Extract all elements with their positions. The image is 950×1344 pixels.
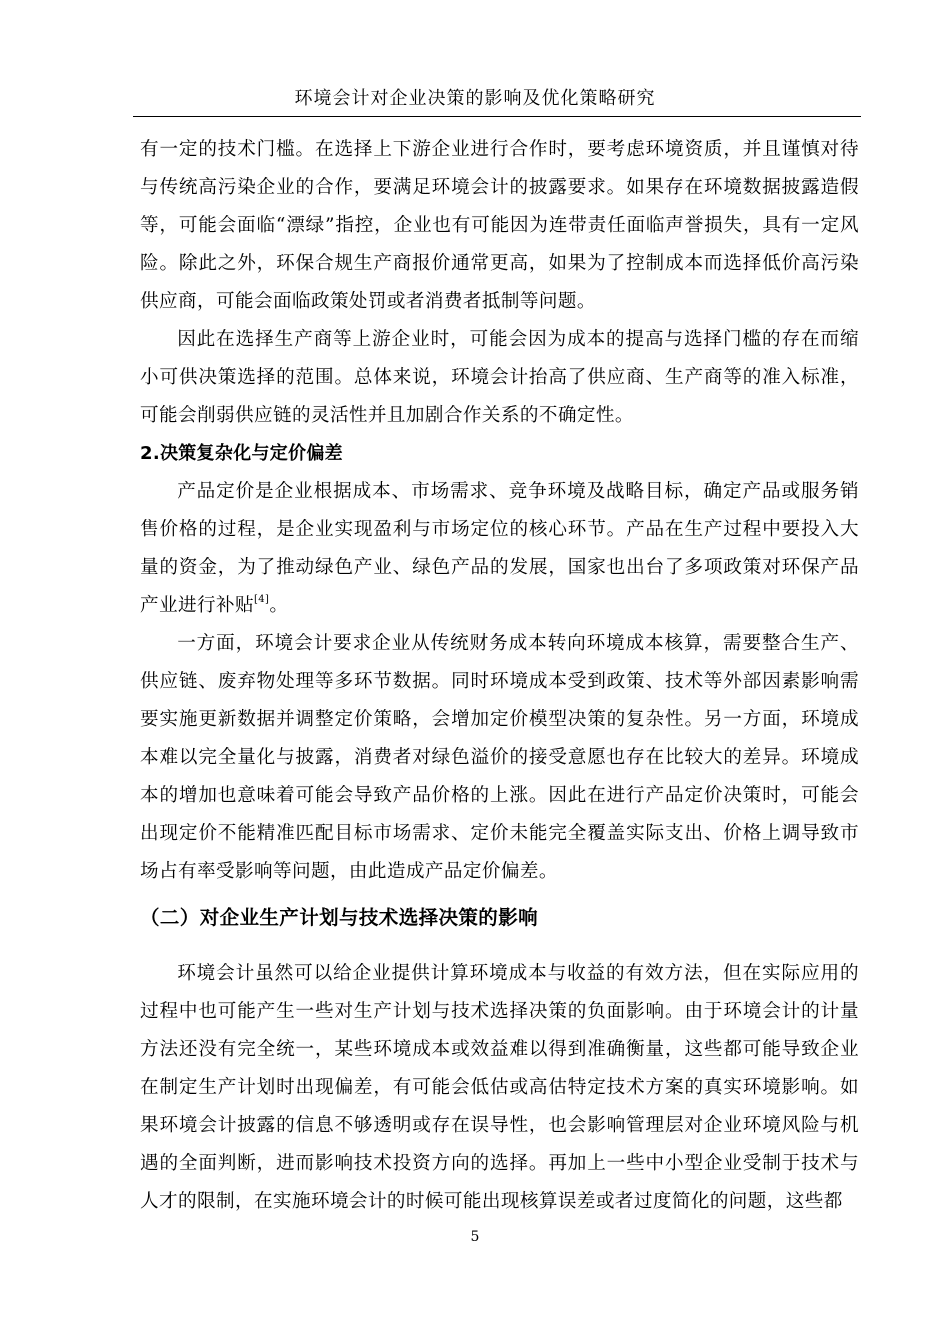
paragraph-pricing-end: 。: [269, 595, 289, 616]
paragraph-pricing-text: 产品定价是企业根据成本、市场需求、竞争环境及战略目标，确定产品或服务销售价格的过程，是企业实现盈利与市场定位的核心环节。产品在生产过程中要投入大量的资金，为了推动绿色产业、绿色产品的发展，国家也出台了多项政策对环保产品产业进行补贴: [140, 481, 859, 616]
header-rule: [133, 116, 861, 117]
paragraph-continuation: 有一定的技术门槛。在选择上下游企业进行合作时，要考虑环境资质，并且谨慎对待与传统高污染企业的合作，要满足环境会计的披露要求。如果存在环境数据披露造假等，可能会面临“漂绿”指控，企业也有可能因为连带责任面临声誉损失，具有一定风险。除此之外，环保合规生产商报价通常更高，如果为了控制成本而选择低价高污染供应商，可能会面临政策处罚或者消费者抵制等问题。: [140, 139, 859, 312]
running-header: 环境会计对企业决策的影响及优化策略研究: [294, 88, 656, 109]
paragraph-upstream-choice: 因此在选择生产商等上游企业时，可能会因为成本的提高与选择门槛的存在而缩小可供决策选择的范围。总体来说，环境会计抬高了供应商、生产商等的准入标准，可能会削弱供应链的灵活性并且加剧合作关系的不确定性。: [140, 329, 859, 426]
section-heading-pricing: 2.决策复杂化与定价偏差: [140, 443, 343, 464]
page-number: 5: [470, 1229, 480, 1245]
paragraph-production-impact: 环境会计虽然可以给企业提供计算环境成本与收益的有效方法，但在实际应用的过程中也可能产生一些对生产计划与技术选择决策的负面影响。由于环境会计的计量方法还没有完全统一，某些环境成本或效益难以得到准确衡量，这些都可能导致企业在制定生产计划时出现偏差，有可能会低估或高估特定技术方案的真实环境影响。如果环境会计披露的信息不够透明或存在误导性，也会影响管理层对企业环境风险与机遇的全面判断，进而影响技术投资方向的选择。再加上一些中小型企业受制于技术与人才的限制，在实施环境会计的时候可能出现核算误差或者过度简化的问题，这些都: [140, 963, 859, 1212]
paragraph-pricing-definition: [140, 473, 859, 625]
paragraph-pricing-complexity: 一方面，环境会计要求企业从传统财务成本转向环境成本核算，需要整合生产、供应链、废弃物处理等多环节数据。同时环境成本受到政策、技术等外部因素影响需要实施更新数据并调整定价策略，会增加定价模型决策的复杂性。另一方面，环境成本难以完全量化与披露，消费者对绿色溢价的接受意愿也存在比较大的差异。环境成本的增加也意味着可能会导致产品价格的上涨。因此在进行产品定价决策时，可能会出现定价不能精准匹配目标市场需求、定价未能完全覆盖实际支出、价格上调导致市场占有率受影响等问题，由此造成产品定价偏差。: [140, 633, 859, 882]
page-body: [140, 131, 859, 1221]
section-heading-production: （二）对企业生产计划与技术选择决策的影响: [140, 906, 539, 929]
citation-4: [4]: [253, 594, 270, 605]
